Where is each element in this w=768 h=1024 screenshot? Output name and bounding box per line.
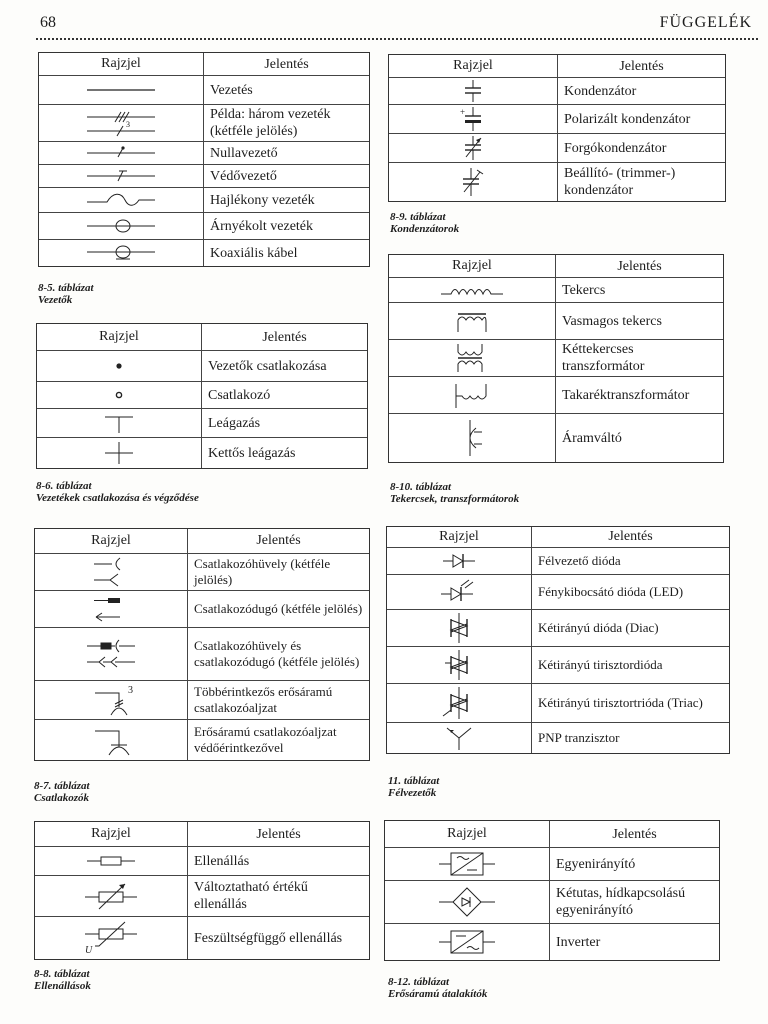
table-row: Kétirányú tirisztortrióda (Triac) (387, 683, 729, 722)
table-row: Kétirányú tirisztordióda (387, 646, 729, 683)
table-row: Kétirányú dióda (Diac) (387, 609, 729, 646)
table-row: Inverter (385, 923, 719, 960)
table-row: Vasmagos tekercs (389, 302, 723, 339)
column-header-meaning: Jelentés (612, 826, 657, 842)
table-caption: 8-9. táblázat Kondenzátorok (390, 211, 460, 235)
table-row: Kéttekercses transzformátor (389, 339, 723, 376)
varistor-icon (81, 920, 141, 956)
table-row: Ellenállás (35, 846, 369, 875)
current-transformer-icon (452, 418, 492, 458)
table-row: Nullavezető (39, 141, 369, 164)
shielded-wire-icon (81, 216, 161, 236)
diac-icon (439, 612, 479, 644)
table-row: PNP tranzisztor (387, 722, 729, 753)
table-row: 3 Többérintkezős erősáramú csatlakozóaljzat (35, 680, 369, 719)
table-caption: 8-10. táblázat Tekercsek, transzformátorok (390, 481, 520, 505)
t-branch-icon (99, 411, 139, 435)
column-header-meaning: Jelentés (617, 258, 662, 274)
earthed-power-socket-icon (81, 723, 141, 757)
column-header-symbol: Rajzjel (37, 324, 202, 350)
terminal-circle-icon (109, 385, 129, 405)
socket-icon (86, 556, 136, 588)
three-wires-icon (81, 108, 161, 138)
table-row: U Feszültségfüggő ellenállás (35, 916, 369, 959)
two-winding-transformer-icon (452, 342, 492, 374)
table-row: Hajlékony vezeték (39, 187, 369, 212)
bridge-rectifier-icon (435, 885, 499, 919)
table-row: Forgókondenzátor (389, 133, 725, 162)
column-header-meaning: Jelentés (264, 56, 309, 72)
table-caption: 8-7. táblázat Csatlakozók (34, 780, 90, 804)
table-row: Félvezető dióda (387, 547, 729, 574)
pnp-transistor-icon (439, 724, 479, 752)
table-row: + Polarizált kondenzátor (389, 104, 725, 133)
table-row: Erősáramú csatlakozóaljzat védőérintkezővel (35, 719, 369, 760)
coaxial-cable-icon (81, 242, 161, 264)
column-header-meaning: Jelentés (619, 58, 664, 74)
table-row: Kétutas, hídkapcsolású egyenirányító (385, 880, 719, 923)
svg-text:U: U (85, 945, 93, 956)
table-row: Egyenirányító (385, 847, 719, 880)
table-row: Koaxiális kábel (39, 239, 369, 266)
double-branch-icon (99, 440, 139, 466)
column-header-symbol: Rajzjel (387, 527, 532, 547)
column-header-meaning: Jelentés (256, 826, 301, 842)
table-row: Vezetők csatlakozása (37, 350, 367, 381)
table-caption: 8-8. táblázat Ellenállások (34, 968, 91, 992)
table-row: Csatlakozóhüvely (kétféle jelölés) (35, 553, 369, 590)
table-semiconductors (386, 526, 730, 754)
table-row: Csatlakozó (37, 381, 367, 408)
autotransformer-icon (450, 380, 494, 410)
table-connections (36, 323, 368, 469)
table-row: Kondenzátor (389, 77, 725, 104)
wire-icon (81, 80, 161, 100)
table-row: Csatlakozódugó (kétféle jelölés) (35, 590, 369, 627)
table-resistors (34, 821, 370, 960)
table-caption: 8-12. táblázat Erősáramú átalakítók (388, 976, 488, 1000)
table-caption: 8-5. táblázat Vezetők (38, 282, 94, 306)
table-row: Áramváltó (389, 413, 723, 462)
rectifier-icon (435, 850, 499, 878)
section-title: FÜGGELÉK (659, 14, 752, 31)
table-row: Leágazás (37, 408, 367, 437)
table-row: Vezetés (39, 75, 369, 104)
multi-pin-power-socket-icon (81, 683, 141, 717)
coil-icon (437, 282, 507, 298)
table-row: Védővezető (39, 164, 369, 187)
svg-text:3: 3 (126, 120, 130, 129)
protective-wire-icon (81, 166, 161, 186)
column-header-symbol: Rajzjel (35, 822, 188, 846)
table-row: Árnyékolt vezeték (39, 212, 369, 239)
column-header-symbol: Rajzjel (389, 255, 556, 277)
variable-resistor-icon (81, 879, 141, 913)
resistor-icon (81, 851, 141, 871)
table-row: Fénykibocsátó dióda (LED) (387, 574, 729, 609)
column-header-meaning: Jelentés (256, 533, 301, 548)
variable-capacitor-icon (458, 135, 488, 161)
table-power-converters (384, 820, 720, 961)
wire-junction-dot-icon (109, 356, 129, 376)
table-caption: 11. táblázat Félvezetők (388, 775, 440, 799)
column-header-symbol: Rajzjel (39, 53, 204, 75)
neutral-wire-icon (81, 143, 161, 163)
capacitor-icon (458, 79, 488, 103)
table-row: 3 Példa: három vezeték (kétféle jelölés) (39, 104, 369, 141)
table-connectors (34, 528, 370, 761)
column-header-symbol: Rajzjel (385, 821, 550, 847)
svg-text:+: + (460, 107, 466, 117)
plug-icon (86, 593, 136, 625)
triac-icon (439, 686, 479, 720)
trimmer-capacitor-icon (456, 166, 490, 198)
polarized-capacitor-icon (458, 106, 488, 132)
column-header-symbol: Rajzjel (35, 529, 188, 553)
page-number: 68 (40, 14, 56, 31)
table-row: Takaréktranszformátor (389, 376, 723, 413)
header-rule (36, 38, 758, 40)
table-conductors (38, 52, 370, 267)
table-row: Tekercs (389, 277, 723, 302)
column-header-meaning: Jelentés (262, 329, 307, 345)
column-header-meaning: Jelentés (608, 529, 653, 544)
table-row: Csatlakozóhüvely és csatlakozódugó (kétféle jelölés) (35, 627, 369, 680)
socket-plug-icon (81, 634, 141, 674)
iron-core-coil-icon (452, 308, 492, 334)
led-icon (437, 578, 481, 606)
table-row: Változtatható értékű ellenállás (35, 875, 369, 916)
table-row: Kettős leágazás (37, 437, 367, 468)
diode-icon (439, 551, 479, 571)
svg-text:3: 3 (128, 685, 133, 696)
flexible-wire-icon (81, 190, 161, 210)
table-capacitors (388, 54, 726, 202)
table-row: Beállító- (trimmer-) kondenzátor (389, 162, 725, 201)
bidirectional-thyristor-diode-icon (439, 649, 479, 681)
inverter-icon (435, 927, 499, 957)
table-coils-transformers (388, 254, 724, 463)
table-caption: 8-6. táblázat Vezetékek csatlakozása és végződése (36, 480, 199, 504)
column-header-symbol: Rajzjel (389, 55, 558, 77)
